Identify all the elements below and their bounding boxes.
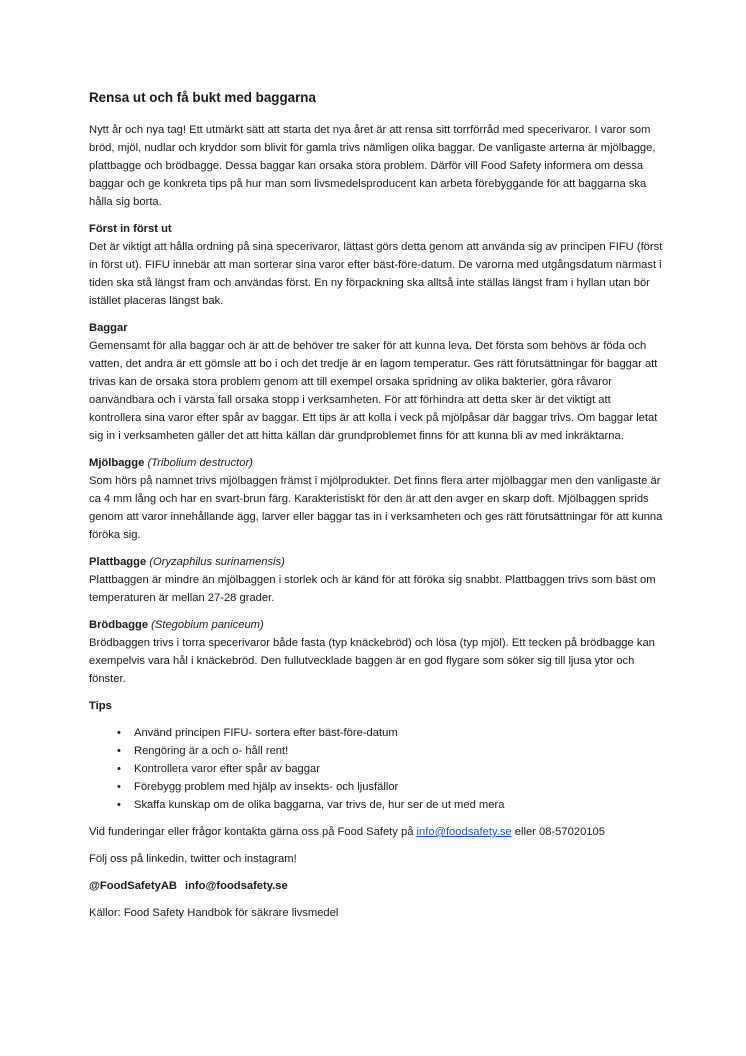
section-heading: Plattbagge (89, 556, 147, 568)
contact-email-link[interactable]: info@foodsafety.se (416, 826, 512, 838)
list-item-text: Förebygg problem med hjälp av insekts- och ljusfällor (134, 781, 399, 793)
list-item (117, 760, 664, 778)
bullet-icon: • (117, 745, 121, 757)
list-item-text: Använd principen FIFU- sortera efter bäst-före-datum (134, 727, 398, 739)
contact-text-after: eller 08-57020105 (511, 826, 605, 838)
list-item (117, 724, 664, 742)
section-fifu (89, 220, 664, 310)
section-baggar (89, 319, 664, 445)
section-heading: Mjölbagge (89, 457, 145, 469)
bullet-icon: • (117, 781, 121, 793)
section-mjolbagge (89, 454, 664, 544)
list-item (117, 796, 664, 814)
handles-line (89, 877, 664, 895)
list-item (117, 778, 664, 796)
section-body: Gemensamt för alla baggar och är att de behöver tre saker för att kunna leva. Det första som behövs är föda och vatten, det andra är ett gömsle att bo i och det tredje är en lagom temperatur. Ges rätt förutsättningar för baggar att trivas kan de orsaka stora problem genom att till exempel orsaka spridning av olika bakterier, göra råvaror oanvändbara och i värsta fall orsaka stopp i verksamheten. För att förhindra att detta sker är det viktigt att kontrollera sina varor efter spår av baggar. Ett tips är att kolla i veck på mjölpåsar där baggar trivs. Om baggar letat sig in i verksamheten gäller det att hitta källan där grundproblemet finns för att kunna bli av med inkräktarna. (89, 340, 658, 442)
list-item-text: Kontrollera varor efter spår av baggar (134, 763, 320, 775)
section-brodbagge (89, 616, 664, 688)
contact-paragraph (89, 823, 664, 841)
document-title: Rensa ut och få bukt med baggarna (89, 90, 316, 105)
section-latin-name: (Oryzaphilus surinamensis) (149, 556, 285, 568)
section-plattbagge (89, 553, 664, 607)
sources-line: Källor: Food Safety Handbok för säkrare livsmedel (89, 907, 339, 919)
section-body: Som hörs på namnet trivs mjölbaggen främst i mjölprodukter. Det finns flera arter mjölbaggar men den vanligaste är ca 4 mm lång och har en svart-brun färg. Karakteristiskt för den är att den avger en skarp doft. Mjölbaggen sprids genom att varor innehållande ägg, larver eller baggar tas in i verksamheten och ges rätt förutsättningar för att kunna föröka sig. (89, 475, 663, 541)
contact-text-before: Vid funderingar eller frågor kontakta gärna oss på Food Safety på (89, 826, 417, 838)
tips-list (89, 724, 664, 814)
list-item-text: Skaffa kunskap om de olika baggarna, var trivs de, hur ser de ut med mera (134, 799, 505, 811)
section-latin-name: (Stegobium paniceum) (151, 619, 264, 631)
social-paragraph: Följ oss på linkedin, twitter och instagram! (89, 853, 297, 865)
social-handle: @FoodSafetyAB (89, 880, 177, 892)
section-body: Det är viktigt att hålla ordning på sina specerivaror, lättast görs detta genom att använda sig av principen FIFU (först in först ut). FIFU innebär att man sorterar sina varor efter bäst-före-datum. De varorna med utgångsdatum närmast i tiden ska stå längst fram och användas först. En ny förpackning ska alltså inte ställas längst fram i hyllan utan bör istället placeras längst bak. (89, 241, 663, 307)
intro-paragraph: Nytt år och nya tag! Ett utmärkt sätt att starta det nya året är att rensa sitt torrförråd med specerivaror. I varor som bröd, mjöl, nudlar och kryddor som blivit för gamla trivs nämligen olika baggar. De vanligaste arterna är mjölbagge, plattbagge och brödbagge. Dessa baggar kan orsaka stora problem. Därför vill Food Safety informera om dessa baggar och ge konkreta tips på hur man som livsmedelsproducent kan arbeta förebyggande för att baggarna ska hålla sig borta. (89, 124, 656, 208)
section-heading: Baggar (89, 322, 128, 334)
list-item-text: Rengöring är a och o- håll rent! (134, 745, 289, 757)
bullet-icon: • (117, 799, 121, 811)
section-latin-name: (Tribolium destructor) (147, 457, 253, 469)
bullet-icon: • (117, 763, 121, 775)
bullet-icon: • (117, 727, 121, 739)
section-body: Plattbaggen är mindre än mjölbaggen i storlek och är känd för att föröka sig snabbt. Plattbaggen trivs som bäst om temperaturen är mellan 27-28 grader. (89, 574, 656, 604)
list-item (117, 742, 664, 760)
tips-heading: Tips (89, 700, 112, 712)
section-heading: Brödbagge (89, 619, 149, 631)
section-heading: Först in först ut (89, 223, 172, 235)
document-content (89, 89, 664, 931)
section-body: Brödbaggen trivs i torra specerivaror både fasta (typ knäckebröd) och lösa (typ mjöl). Ett tecken på brödbagge kan exempelvis vara hål i knäckebröd. Den fullutvecklade baggen är en god flygare som söker sig till ljusa ytor och fönster. (89, 637, 655, 685)
footer-email: info@foodsafety.se (184, 880, 288, 892)
